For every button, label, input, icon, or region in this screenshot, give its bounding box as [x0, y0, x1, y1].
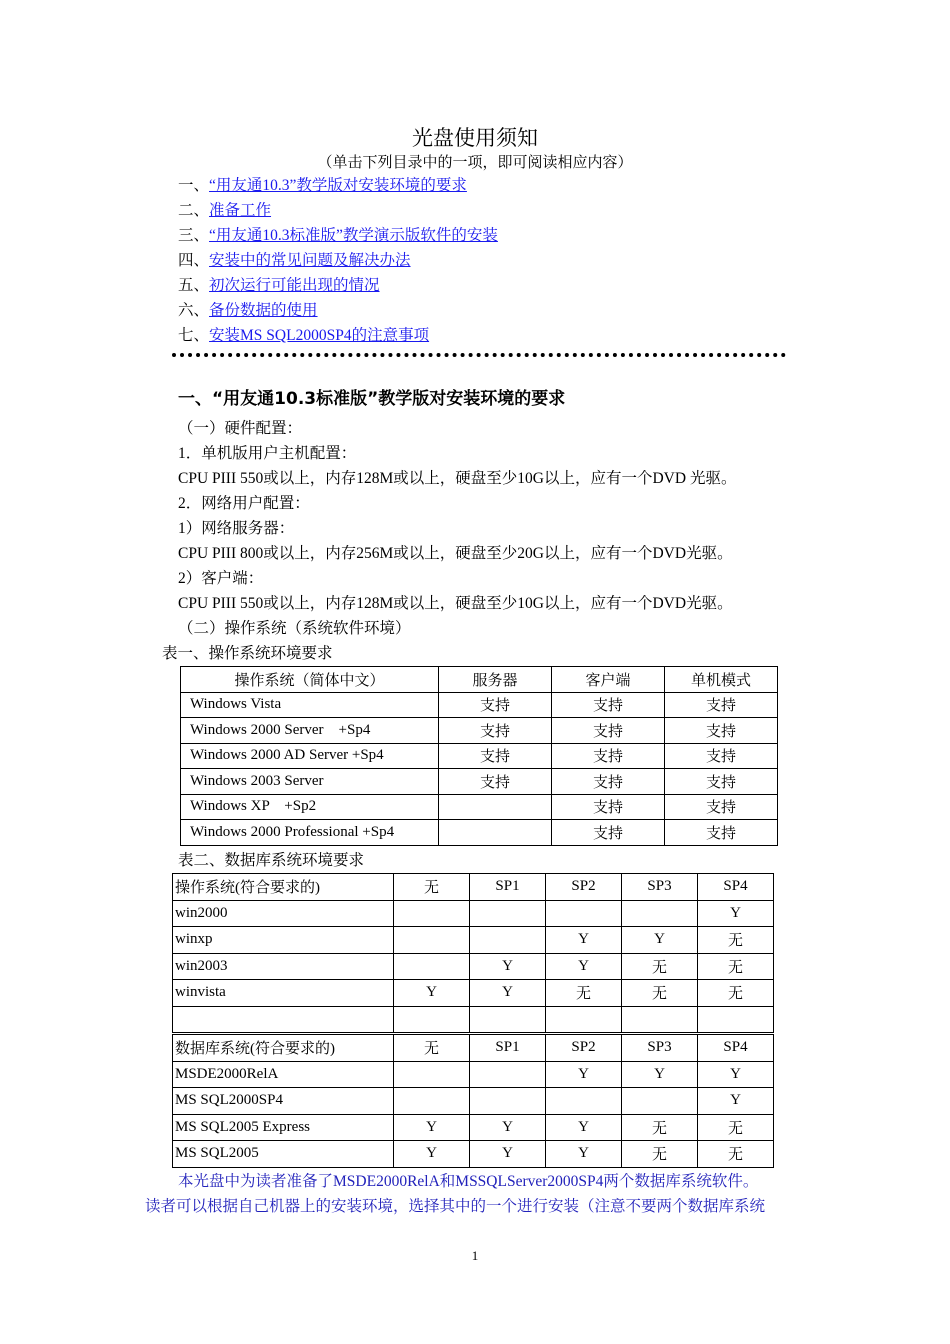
table-cell: 支持	[665, 769, 778, 795]
table-cell: Windows 2000 Professional +Sp4	[181, 820, 439, 846]
table-row	[173, 953, 774, 980]
table-cell	[470, 1088, 546, 1115]
dotted-divider	[172, 353, 786, 357]
toc-link-common-problems[interactable]: 安装中的常见问题及解决办法	[209, 252, 411, 269]
database-requirements-table	[172, 873, 774, 1168]
table-header-cell: 无	[394, 1034, 470, 1062]
toc-item-number: 二、	[178, 202, 210, 219]
table-cell: win2000	[173, 900, 394, 927]
table-cell: 支持	[665, 692, 778, 718]
table-header-row	[173, 874, 774, 901]
page-subtitle: （单击下列目录中的一项，即可阅读相应内容）	[317, 155, 633, 171]
table-cell	[439, 794, 552, 820]
table-cell: winvista	[173, 980, 394, 1007]
toc-item-number: 六、	[178, 302, 210, 319]
toc-link-first-run[interactable]: 初次运行可能出现的情况	[209, 277, 380, 294]
table-header-cell: 服务器	[439, 667, 552, 693]
table-header-cell: SP2	[546, 1034, 622, 1062]
table2-caption: 表二、数据库系统环境要求	[178, 852, 365, 869]
table-cell: 支持	[665, 718, 778, 744]
table-cell	[173, 1006, 394, 1034]
table-cell: MS SQL2000SP4	[173, 1088, 394, 1115]
table-cell	[470, 900, 546, 927]
toc-link-demo-install[interactable]: “用友通10.3标准版”教学演示版软件的安装	[209, 227, 498, 244]
table-cell: Y	[470, 980, 546, 1007]
toc-item	[178, 326, 498, 351]
table-cell	[622, 1006, 698, 1034]
paragraph-line: 1）网络服务器：	[178, 520, 295, 537]
table-row	[181, 794, 778, 820]
table-cell: Y	[546, 1061, 622, 1088]
table-cell: Y	[470, 953, 546, 980]
subsection-heading-hardware: （一）硬件配置：	[178, 420, 303, 437]
table-cell: 无	[698, 1141, 774, 1168]
toc-item-number: 一、	[178, 177, 210, 194]
toc-item	[178, 226, 498, 251]
table-cell: 支持	[439, 769, 552, 795]
table-header-cell: SP1	[470, 874, 546, 901]
table-cell	[470, 927, 546, 954]
toc-item-number: 三、	[178, 227, 210, 244]
table-cell: Windows 2000 Server +Sp4	[181, 718, 439, 744]
note-paragraph-line: 本光盘中为读者准备了MSDE2000RelA和MSSQLServer2000SP4两个数据库系统软件。	[178, 1173, 759, 1190]
table-cell: Y	[698, 900, 774, 927]
table1-caption: 表一、操作系统环境要求	[162, 645, 333, 662]
toc-item	[178, 276, 498, 301]
paragraph-line: CPU PIII 550或以上，内存128M或以上，硬盘至少10G以上，应有一个DVD光驱。	[178, 595, 733, 612]
table-cell: 支持	[552, 743, 665, 769]
table-cell: 支持	[552, 692, 665, 718]
table-row	[173, 1088, 774, 1115]
table-cell	[546, 1006, 622, 1034]
table-row	[181, 718, 778, 744]
table-cell: 无	[698, 1114, 774, 1141]
table-cell	[622, 900, 698, 927]
table-row	[173, 1114, 774, 1141]
table-cell: Y	[394, 980, 470, 1007]
table-cell	[698, 1006, 774, 1034]
table-of-contents	[178, 176, 498, 351]
paragraph-line: CPU PIII 800或以上，内存256M或以上，硬盘至少20G以上，应有一个DVD光驱。	[178, 545, 733, 562]
table-cell: 支持	[552, 769, 665, 795]
toc-item-number: 七、	[178, 327, 210, 344]
toc-link-preparation[interactable]: 准备工作	[209, 202, 272, 219]
section-heading: 一、“用友通10.3标准版”教学版对安装环境的要求	[178, 389, 566, 409]
table-cell: 无	[622, 1141, 698, 1168]
table-cell: Windows 2003 Server	[181, 769, 439, 795]
table-cell: MSDE2000RelA	[173, 1061, 394, 1088]
table-cell: MS SQL2005 Express	[173, 1114, 394, 1141]
table-cell	[394, 1088, 470, 1115]
table-cell: 支持	[552, 718, 665, 744]
table-cell: Y	[394, 1114, 470, 1141]
table-cell	[546, 900, 622, 927]
table-cell	[439, 820, 552, 846]
table-header-cell: SP3	[622, 1034, 698, 1062]
table-cell: win2003	[173, 953, 394, 980]
toc-item-number: 五、	[178, 277, 210, 294]
table-header-cell: SP3	[622, 874, 698, 901]
table-header-cell: SP2	[546, 874, 622, 901]
table-row	[181, 692, 778, 718]
table-cell: Y	[546, 927, 622, 954]
table-cell: winxp	[173, 927, 394, 954]
paragraph-line: 2）客户端：	[178, 570, 264, 587]
paragraph-line: CPU PIII 550或以上，内存128M或以上，硬盘至少10G以上，应有一个DVD 光驱。	[178, 470, 737, 487]
table-cell: 支持	[439, 718, 552, 744]
table-header-cell: 无	[394, 874, 470, 901]
table-cell: 支持	[439, 743, 552, 769]
toc-link-sql2000sp4-notes[interactable]: 安装MS SQL2000SP4的注意事项	[209, 327, 430, 344]
table-header-cell: 操作系统（简体中文）	[181, 667, 439, 693]
table-cell: MS SQL2005	[173, 1141, 394, 1168]
page-number: 1	[471, 1248, 479, 1263]
table-cell	[394, 1006, 470, 1034]
note-paragraph-line: 读者可以根据自己机器上的安装环境，选择其中的一个进行安装（注意不要两个数据库系统	[145, 1198, 766, 1215]
table-row	[173, 927, 774, 954]
table-cell: Y	[394, 1141, 470, 1168]
table-cell	[470, 1006, 546, 1034]
table-header-cell: 操作系统(符合要求的)	[173, 874, 394, 901]
toc-item	[178, 176, 498, 201]
table-cell	[470, 1061, 546, 1088]
table-header-cell: SP4	[698, 1034, 774, 1062]
table-row	[173, 980, 774, 1007]
table-cell: 支持	[439, 692, 552, 718]
paragraph-line: 2．网络用户配置：	[178, 495, 310, 512]
table-cell: Y	[470, 1141, 546, 1168]
page-title: 光盘使用须知	[412, 126, 538, 150]
table-cell: Y	[622, 927, 698, 954]
table-cell: 支持	[665, 743, 778, 769]
table-header-cell: SP1	[470, 1034, 546, 1062]
table-cell: 无	[698, 953, 774, 980]
table-header-cell: 数据库系统(符合要求的)	[173, 1034, 394, 1062]
table-row	[181, 743, 778, 769]
table-header-cell: 单机模式	[665, 667, 778, 693]
table-row	[181, 769, 778, 795]
table-cell: Y	[698, 1088, 774, 1115]
toc-item	[178, 301, 498, 326]
table-cell	[394, 927, 470, 954]
table-cell: Windows Vista	[181, 692, 439, 718]
table-cell: 无	[622, 1114, 698, 1141]
table-cell: 无	[698, 980, 774, 1007]
paragraph-line: 1．单机版用户主机配置：	[178, 445, 357, 462]
toc-link-backup-data[interactable]: 备份数据的使用	[209, 302, 318, 319]
table-cell: 无	[622, 980, 698, 1007]
table-cell: 支持	[552, 794, 665, 820]
table-header-row	[181, 667, 778, 693]
toc-item	[178, 251, 498, 276]
table-row	[173, 1061, 774, 1088]
table-cell: 无	[546, 980, 622, 1007]
table-header-cell: 客户端	[552, 667, 665, 693]
table-row	[173, 900, 774, 927]
table-header-row	[173, 1034, 774, 1062]
table-cell: Y	[470, 1114, 546, 1141]
table-cell	[394, 1061, 470, 1088]
requirements-text	[178, 418, 736, 643]
table-cell: Y	[622, 1061, 698, 1088]
table-row	[173, 1141, 774, 1168]
table-cell	[546, 1088, 622, 1115]
os-requirements-table	[180, 666, 778, 846]
table-cell: 无	[622, 953, 698, 980]
table-cell	[394, 900, 470, 927]
table-row	[181, 820, 778, 846]
toc-item	[178, 201, 498, 226]
table-cell: 支持	[665, 820, 778, 846]
subsection-heading-os: （二）操作系统（系统软件环境）	[178, 620, 411, 637]
table-cell: Windows 2000 AD Server +Sp4	[181, 743, 439, 769]
table-cell: 支持	[552, 820, 665, 846]
table-cell: Y	[546, 1114, 622, 1141]
table-cell	[394, 953, 470, 980]
table-cell	[622, 1088, 698, 1115]
table-cell: Y	[546, 953, 622, 980]
table-cell: 支持	[665, 794, 778, 820]
table-cell: 无	[698, 927, 774, 954]
toc-link-install-requirements[interactable]: “用友通10.3”教学版对安装环境的要求	[209, 177, 467, 194]
table-cell: Y	[546, 1141, 622, 1168]
table-cell: Y	[698, 1061, 774, 1088]
table-cell: Windows XP +Sp2	[181, 794, 439, 820]
table-header-cell: SP4	[698, 874, 774, 901]
table-row-empty	[173, 1006, 774, 1034]
toc-item-number: 四、	[178, 252, 210, 269]
